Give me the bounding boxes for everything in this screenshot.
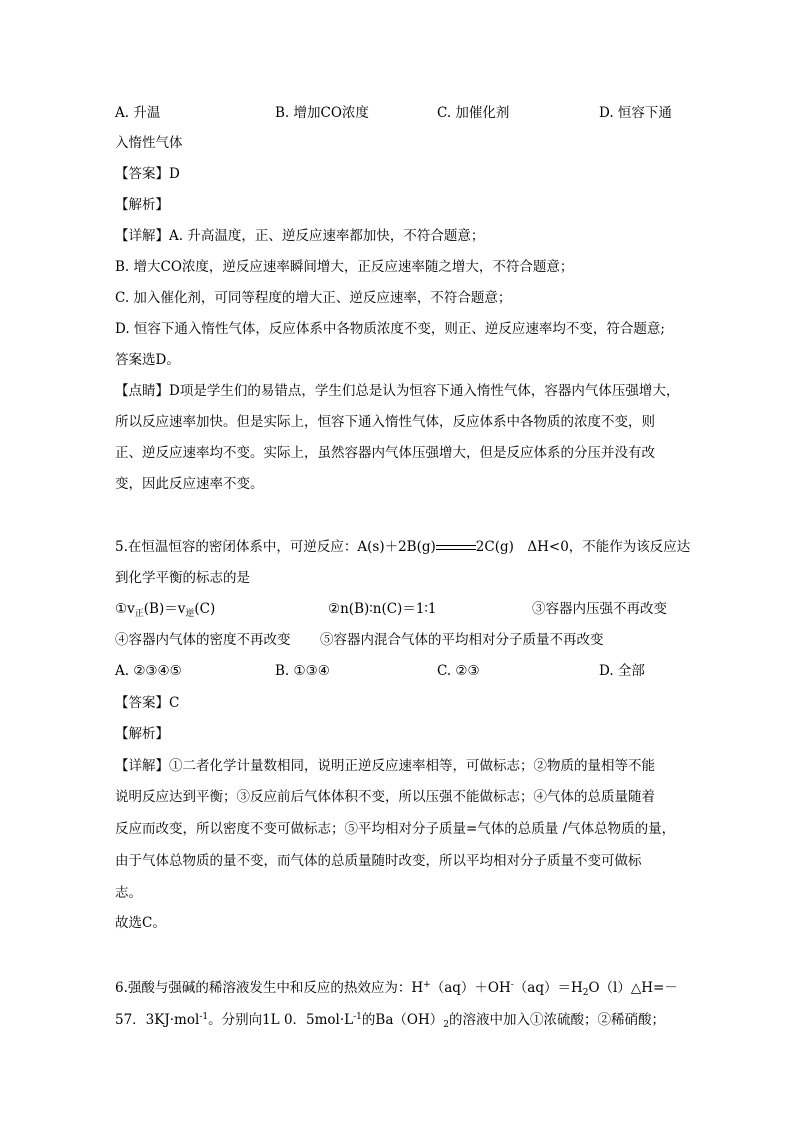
q5-c1-sub2: 逆 [185, 609, 195, 619]
q5-condition-4: ④容器内气体的密度不再改变 [115, 632, 291, 648]
q5-c1-mid: (B)＝v [143, 601, 186, 617]
q4-answer: 【答案】D [115, 166, 180, 182]
q5-detail-line: 反应而改变，所以密度不变可做标志；⑤平均相对分子质量=气体的总质量 /气体总物质的量， [115, 821, 676, 837]
q4-option-d-continued: 入惰性气体 [115, 135, 183, 151]
q5-stem-part-b: 2C(g) ΔH<0，不能作为该反应达 [475, 539, 691, 555]
q4-detail-line: 【详解】A. 升高温度，正、逆反应速率都加快，不符合题意； [115, 228, 485, 244]
q5-detail-line: 由于气体总物质的量不变，而气体的总质量随时改变，所以平均相对分子质量不变可做标 [115, 853, 642, 869]
q5-detail-line: 说明反应达到平衡；③反应前后气体体积不变，所以压强不能做标志；④气体的总质量随着 [115, 789, 655, 805]
q5-stem-part-a: 5.在恒温恒容的密闭体系中，可逆反应：A(s)＋2B(g) [115, 539, 436, 555]
q4-option-a: A. 升温 [115, 105, 161, 121]
q5-condition-5: ⑤容器内混合气体的平均相对分子质量不再改变 [320, 632, 604, 648]
q4-option-d: D. 恒容下通 [599, 105, 672, 121]
q5-option-c: C. ②③ [437, 663, 480, 679]
q6-l2-sup1: -1 [199, 1012, 209, 1022]
q6-line-2 [115, 1008, 665, 1034]
q5-stem-line-1 [115, 538, 690, 556]
q6-l1-d: O（l）△H=－ [588, 980, 678, 996]
q5-detail-line: 志。 [115, 885, 142, 901]
q4-analysis-title: 【解析】 [115, 197, 169, 213]
q5-stem-line-2: 到化学平衡的标志的是 [115, 570, 250, 586]
q4-point-line: 【点睛】D项是学生们的易错点，学生们总是认为恒容下通入惰性气体，容器内气体压强增大， [115, 383, 680, 399]
q6-l1-c: （aq）＝H [513, 980, 583, 996]
q6-l2-a: 57．3KJ·mol [115, 1012, 200, 1028]
q5-option-d: D. 全部 [599, 663, 645, 679]
q4-point-line: 正、逆反应速率均不变。实际上，虽然容器内气体压强增大，但是反应体系的分压并没有改 [115, 445, 655, 461]
q4-option-b: B. 增加CO浓度 [275, 105, 369, 121]
q4-point-line: 变，因此反应速率不变。 [115, 476, 264, 492]
q5-option-b: B. ①③④ [275, 663, 330, 679]
reversible-arrow-icon [436, 543, 476, 553]
q6-l1-sup1: + [423, 980, 431, 990]
q6-l2-d: 的溶液中加入①浓硫酸；②稀硝酸； [448, 1012, 665, 1028]
q5-conclusion: 故选C。 [115, 915, 166, 931]
q5-c1-post: (C) [194, 601, 216, 617]
q6-l2-b: 。分别向1L 0．5mol·L [208, 1012, 354, 1028]
q4-detail-line: D. 恒容下通入惰性气体，反应体系中各物质浓度不变，则正、逆反应速率均不变，符合题意; [115, 321, 665, 337]
q4-detail-line: B. 增大CO浓度，逆反应速率瞬间增大，正反应速率随之增大，不符合题意； [115, 259, 574, 275]
q5-detail-line: 【详解】①二者化学计量数相同，说明正逆反应速率相等，可做标志；②物质的量相等不能 [115, 758, 655, 774]
q5-condition-1 [115, 600, 215, 623]
q6-l2-c: 的Ba（OH） [361, 1012, 444, 1028]
q5-condition-3: ③容器内压强不再改变 [532, 601, 667, 617]
q4-point-line: 所以反应速率加快。但是实际上，恒容下通入惰性气体，反应体系中各物质的浓度不变，则 [115, 414, 655, 430]
q6-l2-sup2: -1 [353, 1012, 362, 1022]
q5-option-a: A. ②③④⑤ [115, 663, 182, 679]
q6-line-1 [115, 976, 678, 1002]
q4-option-c: C. 加催化剂 [437, 105, 510, 121]
q6-l2-sub1: 2 [443, 1020, 449, 1030]
q4-detail-line: C. 加入催化剂，可同等程度的增大正、逆反应速率，不符合题意； [115, 290, 512, 306]
q5-analysis-title: 【解析】 [115, 726, 169, 742]
q5-condition-2: ②n(B)∶n(C)＝1∶1 [328, 601, 437, 617]
q4-detail-line: 答案选D。 [115, 352, 180, 368]
q5-answer: 【答案】C [115, 695, 180, 711]
q6-l1-a: 6.强酸与强碱的稀溶液发生中和反应的热效应为：H [115, 980, 424, 996]
q6-l1-sub1: 2 [582, 988, 589, 998]
q6-l1-sup2: - [510, 980, 514, 990]
q5-c1-pre: ①v [115, 601, 135, 617]
q6-l1-b: （aq）＋OH [430, 980, 511, 996]
q5-c1-sub1: 正 [134, 609, 144, 619]
